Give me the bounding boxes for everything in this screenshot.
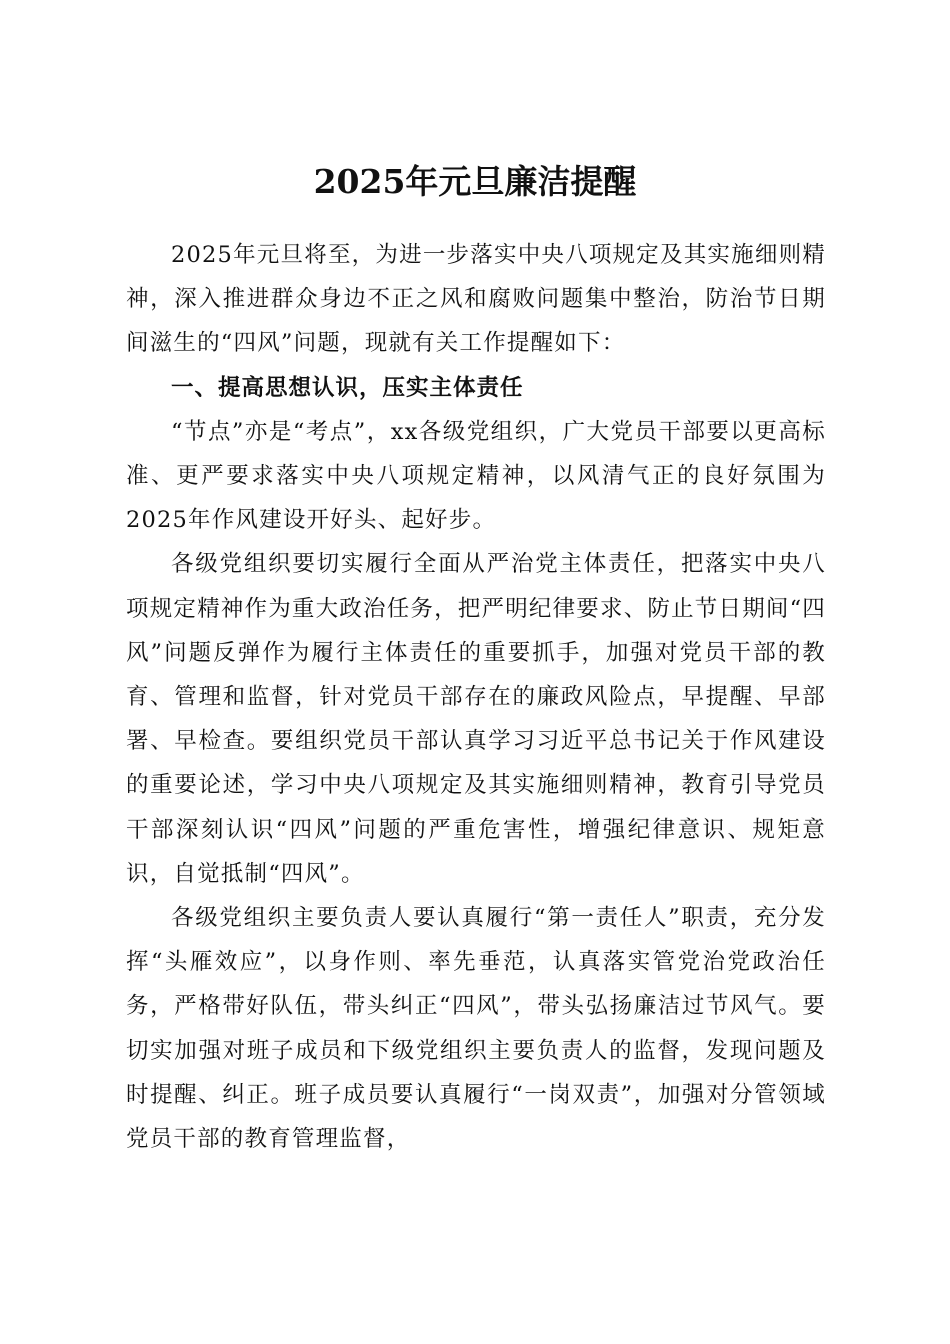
intro-paragraph: 2025年元旦将至，为进一步落实中央八项规定及其实施细则精神，深入推进群众身边不正之风和腐败问题集中整治，防治节日期间滋生的“四风”问题，现就有关工作提醒如下： bbox=[126, 242, 826, 357]
body-paragraph-2: 各级党组织要切实履行全面从严治党主体责任，把落实中央八项规定精神作为重大政治任务，把严明纪律要求、防止节日期间“四风”问题反弹作为履行主体责任的重要抓手，加强对党员干部的教育、管理和监督，针对党员干部存在的廉政风险点，早提醒、早部署、早检查。要组织党员干部认真学习习近平总书记关于作风建设的重要论述，学习中央八项规定及其实施细则精神，教育引导党员干部深刻认识“四风”问题的严重危害性，增强纪律意识、规矩意识，自觉抵制“四风”。 bbox=[126, 551, 827, 887]
section-heading-1: 一、提高思想认识，压实主体责任 bbox=[171, 374, 524, 401]
document-title: 2025年元旦廉洁提醒 bbox=[313, 162, 637, 202]
body-paragraph-3: 各级党组织主要负责人要认真履行“第一责任人”职责，充分发挥“头雁效应”，以身作则、率先垂范，认真落实管党治党政治任务，严格带好队伍，带头纠正“四风”，带头弘扬廉洁过节风气。要切实加强对班子成员和下级党组织主要负责人的监督，发现问题及时提醒、纠正。班子成员要认真履行“一岗双责”，加强对分管领域党员干部的教育管理监督， bbox=[126, 905, 826, 1153]
document-body bbox=[126, 233, 826, 1161]
body-paragraph-1: “节点”亦是“考点”，xx各级党组织，广大党员干部要以更高标准、更严要求落实中央八项规定精神，以风清气正的良好氛围为2025年作风建设开好头、起好步。 bbox=[126, 418, 826, 534]
